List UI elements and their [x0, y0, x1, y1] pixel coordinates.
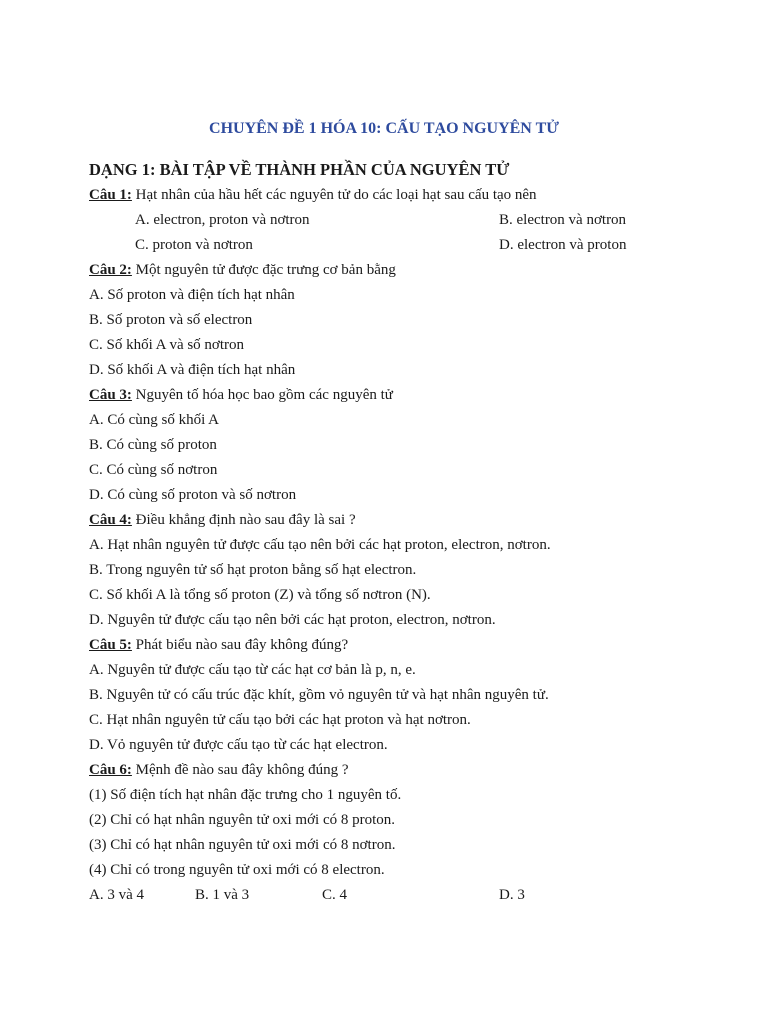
option-a: A. Hạt nhân nguyên tử được cấu tạo nên bởi các hạt proton, electron, nơtron.	[89, 537, 551, 553]
option-d: D. Nguyên tử được cấu tạo nên bởi các hạt proton, electron, nơtron.	[89, 612, 496, 628]
option-a: A. Nguyên tử được cấu tạo từ các hạt cơ bản là p, n, e.	[89, 662, 416, 678]
question-text: Mệnh đề nào sau đây không đúng ?	[131, 762, 349, 778]
question-1	[89, 183, 689, 208]
option-d: D. 3	[499, 887, 525, 903]
question-label: Câu 1:	[89, 187, 132, 203]
option-d: D. Vỏ nguyên tử được cấu tạo từ các hạt electron.	[89, 737, 388, 753]
question-text: Một nguyên tử được đặc trưng cơ bản bằng	[131, 262, 396, 278]
question-text: Hạt nhân của hầu hết các nguyên tử do các loại hạt sau cấu tạo nên	[131, 187, 537, 203]
option-a: A. Có cùng số khối A	[89, 412, 220, 428]
option-c: C. Số khối A và số nơtron	[89, 337, 245, 353]
option-b: B. Có cùng số proton	[89, 437, 217, 453]
option-b: B. 1 và 3	[195, 887, 250, 903]
option-b: B. Số proton và số electron	[89, 312, 253, 328]
question-4	[89, 508, 689, 533]
question-text: Điều khẳng định nào sau đây là sai ?	[131, 512, 356, 528]
question-text: Phát biểu nào sau đây không đúng?	[131, 637, 349, 653]
option-c: C. Số khối A là tổng số proton (Z) và tổng số nơtron (N).	[89, 587, 431, 603]
statement-2: (2) Chỉ có hạt nhân nguyên tử oxi mới có 8 proton.	[89, 812, 396, 828]
option-d: D. Số khối A và điện tích hạt nhân	[89, 362, 296, 378]
option-a: A. electron, proton và nơtron	[135, 212, 310, 228]
question-2	[89, 258, 689, 283]
question-label: Câu 2:	[89, 262, 132, 278]
option-row	[89, 233, 689, 258]
question-3	[89, 383, 689, 408]
question-label: Câu 5:	[89, 637, 132, 653]
question-label: Câu 4:	[89, 512, 132, 528]
option-c: C. 4	[322, 887, 348, 903]
statement-3: (3) Chỉ có hạt nhân nguyên tử oxi mới có 8 nơtron.	[89, 837, 396, 853]
document-title: CHUYÊN ĐỀ 1 HÓA 10: CẤU TẠO NGUYÊN TỬ	[209, 120, 559, 137]
question-5	[89, 633, 689, 658]
section-heading: DẠNG 1: BÀI TẬP VỀ THÀNH PHẦN CỦA NGUYÊN TỬ	[89, 160, 510, 179]
option-d: D. Có cùng số proton và số nơtron	[89, 487, 297, 503]
option-b: B. Nguyên tử có cấu trúc đặc khít, gồm vỏ nguyên tử và hạt nhân nguyên tử.	[89, 687, 549, 703]
option-a: A. Số proton và điện tích hạt nhân	[89, 287, 295, 303]
question-list	[89, 183, 689, 908]
question-label: Câu 6:	[89, 762, 132, 778]
option-b: B. electron và nơtron	[499, 212, 627, 228]
statement-1: (1) Số điện tích hạt nhân đặc trưng cho 1 nguyên tố.	[89, 787, 402, 803]
question-text: Nguyên tố hóa học bao gồm các nguyên tử	[131, 387, 393, 403]
question-label: Câu 3:	[89, 387, 132, 403]
option-a: A. 3 và 4	[89, 887, 144, 903]
option-c: C. Hạt nhân nguyên tử cấu tạo bởi các hạt proton và hạt nơtron.	[89, 712, 471, 728]
option-d: D. electron và proton	[499, 237, 627, 253]
option-row	[89, 208, 689, 233]
option-row	[89, 883, 689, 908]
question-6	[89, 758, 689, 783]
option-c: C. Có cùng số nơtron	[89, 462, 218, 478]
option-c: C. proton và nơtron	[135, 237, 253, 253]
option-b: B. Trong nguyên tử số hạt proton bằng số hạt electron.	[89, 562, 417, 578]
statement-4: (4) Chỉ có trong nguyên tử oxi mới có 8 electron.	[89, 862, 385, 878]
